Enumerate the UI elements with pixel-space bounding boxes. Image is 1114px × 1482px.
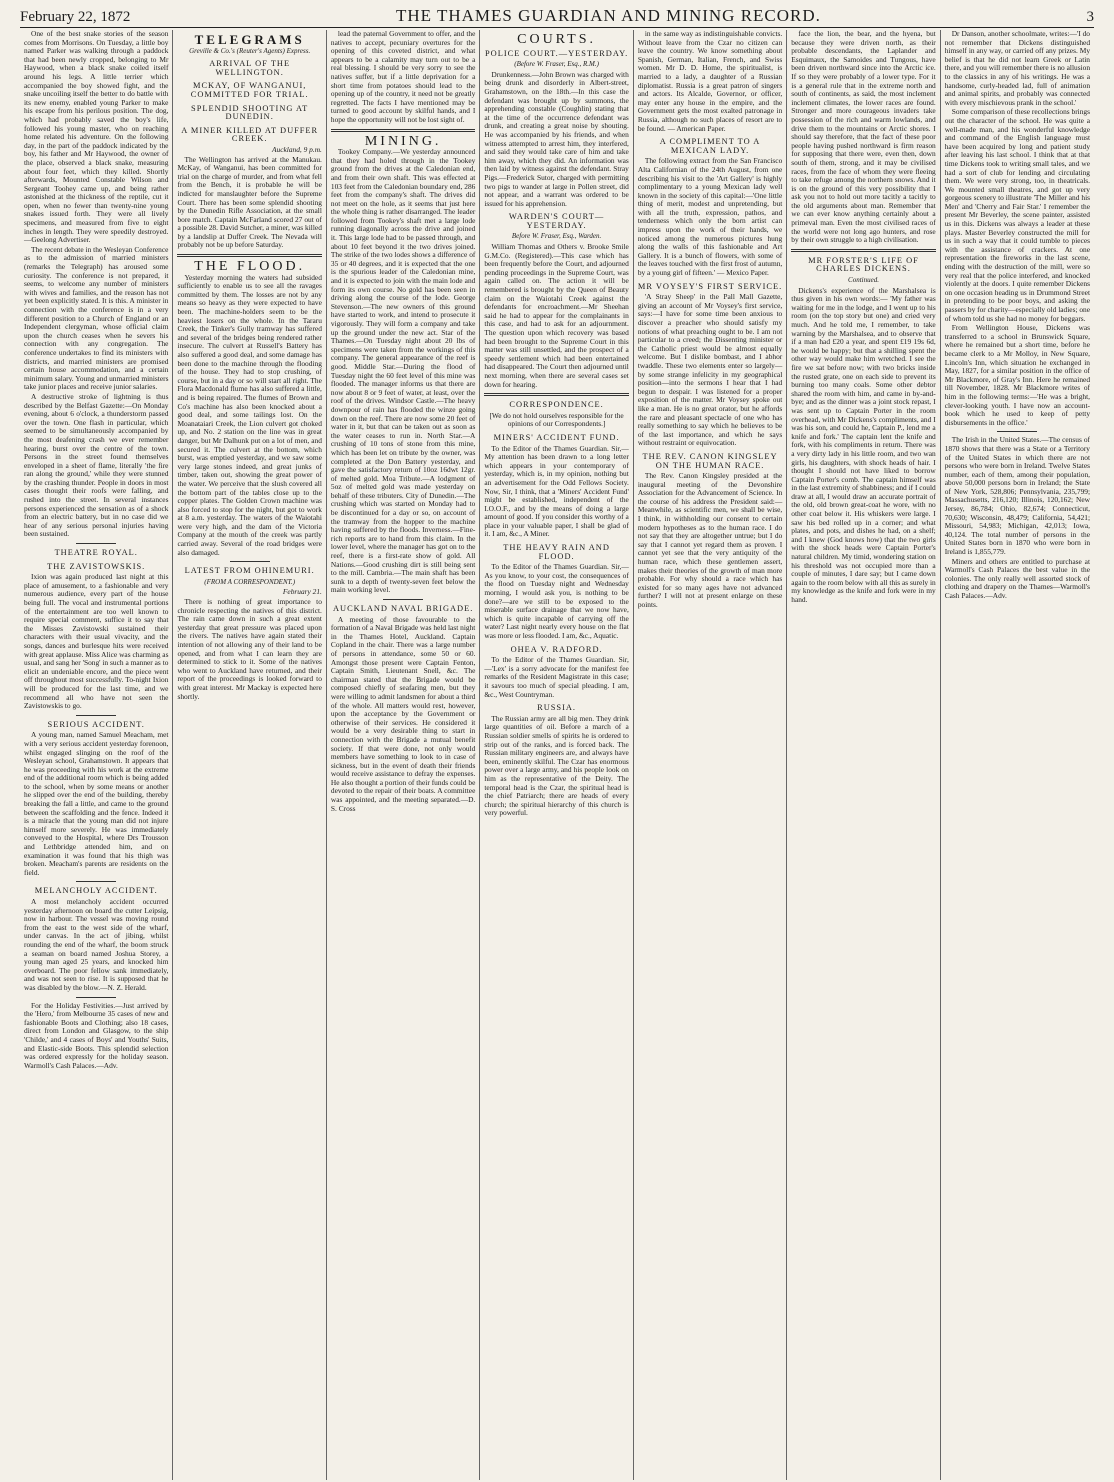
mexican-lady-article: The following extract from the San Francisco Alta Californian of the 24th August, from one describing his visit to the 'Art Gallery' is highly complimentary to a young Mexican lady well known in the society of this capital:—'One little thing of merit, modest and unpretending, but with all the truth, expression, pathos, and tenderness which only the born artist can impress upon the work of their hands, we noticed among the numerous pictures hung along the walls of this fashionable and Art Gallery. It is a bunch of flowers, with some of the leaves touched with the first frost of autumn, by a young girl of fifteen.' — Mexico Paper. bbox=[637, 156, 783, 278]
divider bbox=[997, 431, 1037, 432]
telegram-agency: Greville & Co.'s (Reuter's Agents) Express. bbox=[189, 46, 311, 55]
wardens-court-article: William Thomas and Others v. Brooke Smile G.M.Co. (Registered).—This case which has been frequently before the Court, and adjourned pending proceedings in the Supreme Court, was again called on. The action it will be remembered is brought by the Queen of Beauty claim on the Waiotahi Creek against the defendants for encroachment.—Mr Sheehan said he had to appear for the complainants in this case, and had to ask for an adjournment. The question upon which recovery was based had been brought to the Supreme Court in this matter was still unsettled, and the prospect of a speedy settlement which had been entertained had disappeared. The Court then adjourned until next morning, when there are several cases set down for hearing. bbox=[484, 242, 629, 389]
voysey-article: 'A Stray Sheep' in the Pall Mall Gazette, giving an account of Mr Voysey's first service, says:—I have for some time been anxious to discover a preacher who should satisfy my notions of what preaching ought to be. I am not particular to a creed; the Dissenting minister or the Catholic priest would be almost equally welcome. But I dislike bombast, and I abhor twaddle. These two elements enter so largely—by some strange infelicity in my geographical position—into the sermons I hear that I had begun to despair. I was listened for a proper exposition of the matter. Mr Voysey spoke out like a man. He is no great orator, but he affords the rare and pleasant spectacle of one who has really something to say which he believes to be of the last importance, and which he says without restraint or equivocation. bbox=[637, 292, 783, 448]
ohinemuri-article: There is nothing of great importance to chronicle respecting the natives of this district. The rain came down in such a great extent yesterday that great pressure was placed upon the rivers. The natives have again stated their intention of not allowing any of their land to be opened, and from what I can learn they are determined to stick to it. Some of the natives who went to Auckland have returned, and their report of the proceedings is looked forward to with great interest. Mr Mackay is expected here shortly. bbox=[177, 597, 322, 701]
police-court-subheading: (Before W. Fraser, Esq., R.M.) bbox=[514, 60, 599, 69]
holiday-advert: For the Holiday Festivities.—Just arrived by the 'Hero,' from Melbourne 35 cases of new and fashionable Boots and Clothing; also 18 cases, direct from London and Glasgow, to the ship 'Childe,' and 4 cases of Boys' and Youths' Suits, and Elastic-side Boots. This splendid selection was ordered expressly for the holiday season. Warmoll's Cash Palaces.—Adv. bbox=[24, 1000, 169, 1070]
russia-heading: RUSSIA. bbox=[537, 703, 577, 713]
telegram-body: The Wellington has arrived at the Manukau. McKay, of Wanganui, has been committed for trial on the charge of murder, and from what fell from the Bench, it is probable he will be indicted for manslaughter before the Supreme Court. There has been some splendid shooting by the Dunedin Rifle Association, at the small bore match. Captain McFarland scored 27 out of a possible 28. David Sutcher, a miner, was killed by a landslip at Duffer Creek. The Nevada will probably not be up before Saturday. bbox=[177, 154, 322, 250]
serious-accident-article: A young man, named Samuel Meacham, met with a very serious accident yesterday forenoon, whilst engaged slinging on the roof of the Wesleyan school, Grahamstown. It appears that he was proceeding with his work at the extreme end of the additional room which is being added to the school, when by some means or another he slipped over the end of the building, thereby breaking the fall a little, and came to the ground between the scaffolding and the fence. Indeed it is a miracle that the young man did not injure himself more severely. He was immediately conveyed to the Hospital, where Drs Trousson and Lethbridge attended him, and on examination it was found that his thigh was broken. Meacham's parents are residents on the field. bbox=[24, 730, 169, 877]
mexican-lady-heading: A COMPLIMENT TO A MEXICAN LADY. bbox=[659, 137, 761, 155]
double-rule bbox=[177, 254, 321, 257]
forster-subheading: Continued. bbox=[848, 276, 879, 285]
heavy-rain-heading: THE HEAVY RAIN AND FLOOD. bbox=[503, 543, 610, 561]
column-2 bbox=[173, 30, 326, 1480]
melancholy-accident-article: A most melancholy accident occurred yesterday afternoon on board the cutter Leipsig, now in harbour. The vessel was moving round from the east to the west side of the wharf, under canvas. In the act of jibing, whilst rounding the end of the wharf, the boom struck a seaman on board named Joshua Storey, a young man aged 25 years, and knocked him overboard. The poor fellow sank immediately, and was not seen to rise. It is supposed that he was disabled by the blow.—N. Z. Herald. bbox=[24, 897, 169, 992]
ohinemuri-subheading: (FROM A CORRESPONDENT.) bbox=[204, 577, 296, 586]
double-rule bbox=[331, 129, 475, 132]
forster-continued-3: From Wellington House, Dickens was transferred to a school in Brunswick Square, where he remained but a short time, before he became clerk to a Mr Molloy, in New Square, Lincoln's Inn, which situation he exchanged in May, 1827, for a similar position in the office of Mr Blackmore, of Gray's Inn. Here he remained till November, 1828. Mr Blackmore writes of him in the following terms:—'He was a bright, clever-looking youth. I have now an account-book which he used to keep of petty disbursements in the office.' bbox=[944, 323, 1091, 427]
forster-heading: MR FORSTER'S LIFE OF CHARLES DICKENS. bbox=[808, 255, 919, 274]
divider bbox=[76, 881, 116, 882]
telegrams-heading: TELEGRAMS bbox=[194, 32, 305, 47]
kingsley-continued: face the lion, the bear, and the hyena, but because they were driven north, as their probable descendants, the Laplander and Esquimaux, the Samoides and Tungous, have been driven northward since into the Arctic ice. If so they were probably of a lower type. For it is a general rule that in the extreme north and south of continents, as said, the most inclement inclement climates, the lower races are found. Stronger and more courageous invaders take possession of the rich and warm lowlands, and drive them to the mountains or Arctic shores. I should say therefore, that the fact of these poor people having pushed northward is firm reason for supposing that there were, even then, down south of them, strong, and it may be civilised races, from the face of whom they were fleeing to take refuge among the northern snows. And it is on the ground of this very possibility that I ask you not to hold out more tacitly a tacitly to the old arguments about man. Remember that we can ever know anything certainly about a primeval man. Even the most civilised races of the world were not long ago hunters, and rose by their own struggle to a high civilisation. bbox=[791, 30, 936, 245]
ohinemuri-dateline: February 21. bbox=[282, 587, 322, 597]
miners-fund-heading: MINERS' ACCIDENT FUND. bbox=[493, 432, 620, 442]
column-6 bbox=[787, 30, 940, 1480]
column-7 bbox=[941, 30, 1094, 1480]
divider bbox=[76, 715, 116, 716]
melancholy-accident-heading: MELANCHOLY ACCIDENT. bbox=[34, 886, 158, 896]
snake-story: One of the best snake stories of the season comes from Morrisons. On Tuesday, a little boy named Parker was walking through a paddock that had been newly cropped, belonging to Mr Haywood, when a black snake coiled itself around his legs. A little terrier which accompanied the boy showed fight, and the snake uncoiling itself the better to do battle with its new enemy, enabled young Parker to make his escape from his perilous position. The dog, which had probably saved the boy's life, followed his young master, who on reaching home related his adventure. On the following day, in the part of the paddock indicated by the boy, his father and Mr Haywood, the owner of the place, observed a black snake, measuring about four feet, which they killed. Shortly afterwards, Mounted Constable Wilson and Sergeant Toohey came up, and being rather astonished at the thickness of the reptile, cut it open, when no fewer than twenty-nine young snakes issued forth. They were all lively specimens, and measured from five to eight inches in length. They were speedily destroyed.—Geelong Advertiser. bbox=[24, 30, 169, 245]
zavistowskis-heading: THE ZAVISTOWSKIS. bbox=[47, 561, 146, 571]
double-rule bbox=[484, 393, 628, 396]
irish-census-article: The Irish in the United States.—The census of 1870 shows that there was a State or a Territory of the United States in which there are not persons who were born in Ireland. Twelve States number, each of them, among their population, above 50,000 persons born in Ireland; the State of New York, 528,806; Pennsylvania, 235,799; Massachusetts, 216,120; Illinois, 120,162; New Jersey, 86,784; Ohio, 82,674; Connecticut, 70,630; Wisconsin, 48,479; California, 54,421; Missouri, 54,983; Michigan, 42,013; Iowa, 40,124. The total number of persons in the United States born in 1870 who were born in Ireland is 1,855,779. bbox=[944, 435, 1091, 557]
divider bbox=[76, 997, 116, 998]
russia-article: The Russian army are all big men. They drink large quantities of oil. Before a march of a Russian soldier smells of spirits he is ordered to strip out of the ranks, and is forced back. The Russian military engineers are, and always have been, eminently skilful. The Czar has enormous power over a large army, and his people look on him as the representative of the Deity. The temporal head is the Czar, the spiritual head is the chief Patriarch; there are heads of every church; the spiritual hierarchy of this church is very powerful. bbox=[484, 713, 629, 818]
serious-accident-heading: SERIOUS ACCIDENT. bbox=[47, 719, 145, 729]
telegram-dateline: Auckland, 9 p.m. bbox=[272, 144, 322, 154]
correspondence-note: [We do not hold ourselves responsible for the opinions of our Correspondents.] bbox=[489, 410, 624, 429]
naval-brigade-heading: AUCKLAND NAVAL BRIGADE. bbox=[332, 604, 474, 613]
courts-heading: COURTS. bbox=[517, 32, 597, 47]
theatre-heading: THEATRE ROYAL. bbox=[54, 548, 138, 558]
ohinemuri-heading: LATEST FROM OHINEMURI. bbox=[184, 566, 315, 576]
flood-article: Yesterday morning the waters had subsided sufficiently to enable us to see all the ravages committed by them. The losses are not by any means so heavy as they were expected to have been. The machine-holders seem to be the heaviest losers on the whole. In the Tararu Creek, the Tinker's Gully tramway has suffered and several of the bridges being rendered rather insecure. The culvert at Russell's Battery has also suffered a good deal, and some damage has been done to the machine through the flooding of the house. They had to stop crushing, of course, but in a day or so will start all right. The Flora Macdonald flume has also suffered a little, and is being repaired. The flumes of Brown and Co's machine has also been knocked about a good deal, and some tailings lost. On the Moanataiari Creek, the Lion culvert got choked up, and No. 2 station on the line was in great danger, but Mr Dalhunk put on a lot of men, and secured it. The culvert at the bottom, which burst, was emptied yesterday, and we saw some very large stones indeed, and great junks of timber, taken out, showing the great power of the water. We perceive that the slush covered all the bottom part of the tables close up to the copper plates. The Golden Crown machine was also forced to stop for the night, but got to work at 8 a.m. yesterday. The waters of the Waiotahi were very high, and the dam of the Victoria Company at the mouth of the creek was partly carried away. Several of the road bridges were also damaged. bbox=[177, 272, 322, 557]
column-3 bbox=[327, 30, 480, 1480]
columns bbox=[20, 30, 1094, 1480]
miners-fund-letter: To the Editor of the Thames Guardian. Sir,—My attention has been drawn to a long letter which appears in your contemporary of yesterday, which is, in my opinion, nothing but an advertisement for the Odd Fellows Society. Now, Sir, I think, that a 'Miners' Accident Fund' might be established, independent of the I.O.O.F., and by the means of doing a large amount of good. If you consider this worthy of a place in your valuable paper, I shall be glad of it. I am, &c., A Miner. bbox=[484, 443, 629, 539]
flood-heading: THE FLOOD. bbox=[194, 259, 306, 275]
divider bbox=[383, 599, 423, 600]
wardens-court-subheading: Before W. Fraser, Esq., Warden. bbox=[511, 232, 602, 241]
naval-brigade-article: A meeting of those favourable to the formation of a Naval Brigade was held last night in the Thames Hotel, Auckland. Captain Copland in the chair. There was a large number of persons in attendance, some 50 or 60. Amongst those present were Captain Fenton, Captain Smith, Lieutenant Snell, &c. The chairman stated that the Brigade would be composed chiefly of seafaring men, but they were willing to admit landsmen for about a third of the whole. All matters would rest, however, upon the acceptance by the Government or otherwise of their services. He considered it would be a very desirable thing to start in connection with the Brigade a mutual benefit society. If that were done, not only would members have something to look to in case of sickness, but in the event of death their friends would receive assistance to defray the expenses. He also thought a portion of their funds could be devoted to the repair of their boats. A committee was appointed, and the meeting separated.—D. S. Cross bbox=[330, 614, 476, 813]
heavy-rain-letter: To the Editor of the Thames Guardian. Sir,—As you know, to your cost, the consequences of the flood on Tuesday night and Wednesday morning, I would ask you, is nothing to be done?—are we still to be exposed to the miserable surface drainage that we now have, which is quite incapable of carrying off the water? Last night nearly every house on the flat was more or less flooded. I am, &c., Aquatic. bbox=[484, 562, 629, 640]
newspaper-title: THE THAMES GUARDIAN AND MINING RECORD. bbox=[395, 6, 821, 25]
wellington-heading: ARRIVAL OF THE WELLINGTON. bbox=[209, 59, 291, 77]
wesleyan-story: The recent debate in the Wesleyan Conference as to the admission of married ministers (remarks the Telegraph) has aroused some curiosity. The conference is not prepared, it seems, to welcome any number of ministers with wives and families, and the reason has not yet been explicitly stated. It is this. A minister in connection with the conference is in a very different position to a Church of England or an Independent clergyman, whose official claim upon the church ceases when he severs his connection with any congregation. The conference undertakes to find its ministers with districts, and married ministers are promised certain house accommodation, and a certain minimum salary. Young and unmarried ministers take junior places and receive junior salaries. bbox=[24, 244, 169, 392]
divider bbox=[76, 543, 116, 544]
kingsley-article: The Rev. Canon Kingsley presided at the inaugural meeting of the Devonshire Association for the Advancement of Science. In the course of his address the President said:—Meanwhile, as scientific men, we shall be wise, I think, in withholding our consent to certain modern hypotheses as to the human race. I do not say that they are altogether untrue; but I do say that I cannot yet regard them as proven. I cannot yet see that the very antiquity of the human race, which these gentlemen assert, makes their theories of the growth of man more probable. For why should a race which has existed for so many ages have not advanced further? I will not at present enlarge on these points. bbox=[637, 471, 783, 609]
divider bbox=[230, 561, 270, 562]
russia-continued: in the same way as indistinguishable convicts. Without leave from the Czar no citizen can leave the country. We know something about Spanish, German, Italian, French, and Swiss women. Mr D. D. Home, the spiritualist, is married to a lady, a daughter of a Russian diplomatist. Russia is a great patron of singers and actors. Its Alcalde, Governor, or officer, may enter any house in the empire, and the Government gets the most exalted patronage in Russia, although no such places of resort are to be found. — American Paper. bbox=[637, 30, 783, 133]
miner-killed-heading: A MINER KILLED AT DUFFER CREEK. bbox=[181, 125, 319, 144]
ohea-radford-heading: OHEA V. RADFORD. bbox=[510, 644, 603, 654]
column-1 bbox=[20, 30, 173, 1480]
ohea-radford-letter: To the Editor of the Thames Guardian. Sir,—'Lex' is a sorry advocate for the manifest fee remarks of the Resident Magistrate in this case; it savours too much of special pleading. I am, &c., West Countryman. bbox=[484, 655, 629, 699]
column-4 bbox=[480, 30, 633, 1480]
page-number: 3 bbox=[1086, 9, 1094, 25]
issue-date: February 22, 1872 bbox=[20, 9, 131, 25]
police-court-article: Drunkenness.—John Brown was charged with being drunk and disorderly in Albert-street, Grahamstown, on the 18th.—In this case the defendant was brought up by summons, the apprehending constable (Coughlin) stating that at the time of the occurrence defendant was drunk, and creating a great noise by shouting. He was accompanied by his friends, and when witness attempted to arrest him, they interfered, and said they would take care of him and take him away, which they did. An information was then laid by witness against the defendant. Stray Pigs.—Frederick Sutor, charged with permitting two pigs to wander at large in Pollen street, did not appear, and a warrant was ordered to be issued for his apprehension. bbox=[484, 69, 629, 208]
kingsley-heading: THE REV. CANON KINGSLEY ON THE HUMAN RACE. bbox=[642, 451, 778, 470]
forster-continued-2: Some comparison of these recollections brings out the character of the school. He was quite a well-made man, and his wonderful knowledge and command of the English language must have been acquired by long and patient study after leaving his last school. I think that at that time Dickens took to writing small tales, and we had a sort of club for lending and circulating them. We were very strong, too, in theatricals. We mounted small theatres, and got up very gorgeous scenery to illustrate 'The Miller and his Men' and 'Cherry and Fair Star.' I remember the present Mr Beverley, the scene painter, assisted us in this. Dickens was always a leader at these plays. Master Beverley constructed the mill for us in such a way that it could tumble to pieces with the assistance of crackers. At one representation the fireworks in the last scene, ending with the destruction of the mill, were so very real that the police interfered, and knocked violently at the doors. I quite remember Dickens on one occasion heading us in Drummond Street in pretending to be poor boys, and asking the passers by for charity—especially old ladies; one of whom told us she had no money for beggars. bbox=[944, 107, 1091, 323]
shooting-heading: SPLENDID SHOOTING AT DUNEDIN. bbox=[191, 103, 309, 122]
double-rule bbox=[791, 249, 935, 252]
theatre-article: Ixion was again produced last night at this place of amusement, to a fashionable and very numerous audience, every part of the house being full. The vocal and instrumental portions of the entertainment are too well known to require special comment, suffice it to say that the Misses Zavistowski sustained their characters with their usual vivacity, and the songs, dances and burlesque hits were received with great applause. Miss Alice was charming as usual, and sang her 'Song' in such a manner as to elicit an undeniable encore, and the piece went off throughout most successfully. To-night Ixion will be produced for the last time, and we recommend all who have not seen the Zavistowskis to go. bbox=[24, 572, 169, 711]
forster-continued: Dr Danson, another schoolmate, writes:—'I do not remember that Dickens distinguished himself in any way, or carried off any prizes. My belief is that he did not learn Greek or Latin there, and you will remember there is no allusion to the classics in any of his writings. He was a handsome, curly-headed lad, full of animation and animal spirits, and probably was connected with every mischievous prank in the school.' bbox=[944, 30, 1091, 107]
lightning-story: A destructive stroke of lightning is thus described by the Belfast Gazette:—On Monday evening, about 6 o'clock, a thunderstorm passed over the town. One flash in particular, which seemed to be simultaneously accompanied by the most deafening crash we ever remember hearing, burst over the centre of the town. Persons in the street found themselves enveloped in a sheet of flame, literally 'the fire ran along the ground,' while they were stunned by the crashing thunder. People in doors in most cases thought their roofs were falling, and rushed into the street. In several instances persons experienced the sensation as of a shock from an electric battery, but in no case did we hear of any serious personal injuries having been sustained. bbox=[24, 391, 169, 539]
mining-article: Tookey Company.—We yesterday announced that they had holed through in the Tookey ground from the drives at the Caledonian end, and from their own shaft. This was effected at 103 feet from the Caledonian boundary end, 286 feet from the company's shaft. The drives did not meet on the hole, as it seems that just here the whole thing is rather disarranged. The leader followed from Tookey's shaft met a large lode running diagonally across the drive and joined it. This large lode had to be passed through, and about 10 feet beyond it the two drives joined. The strike of the two lodes shows a difference of 35 or 40 degrees, and it is expected that the one is the spurious leader of the Caledonian mine, and it is expected to join with the main lode and form its own course. No gold has been seen in driving along the course of the lode. George Stevenson.—The new owners of this ground have started to work, and intend to prosecute it vigorously. They will form a company and take up the ground under the new act. Star of the Thames.—On Tuesday night about 20 lbs of specimens were taken from the workings of this company. The general appearance of the reef is good. Middle Star.—During the flood of Tuesday night the 60 feet level of this mine was flooded. The manager informs us that there are now about 8 or 9 feet of water, at least, over the roof of the drives. Windsor Castle.—The heavy downpour of rain has flooded the winze going down on the reef. There are now some 20 feet of water in it, but that can be taken out as soon as the water ceases to run in. North Star.—A crushing of 10 tons of stone from this mine, which has been let on tribute by the owner, was completed at the Don Battery yesterday, and gave the satisfactory return of 10oz 16dwt 12gr. of melted gold. Moa Tribute.—A lodgment of 5oz of melted gold was made yesterday on behalf of these tributers. City of Dunedin.—The crushing which was started on Monday had to be discontinued for a day or so, on account of the tramway from the hopper to the machine having suffered by the floods. Inverness.—Fine-rich reports are to hand from this claim. In the lower level, where the manager has got on to the reef, there is a first-rate show of gold. All Nations.—Good crushing dirt is still being sent to the mill. Cambria.—The main shaft has been sunk to a depth of twenty-seven feet below the main working level. bbox=[330, 147, 476, 595]
warmoll-advert: Miners and others are entitled to purchase at Warmoll's Cash Palaces the best value in the colonies. The only really well assorted stock of clothing and drapery on the Thames—Warmoll's Cash Palaces.—Adv. bbox=[944, 556, 1091, 600]
forster-article: Dickens's experience of the Marshalsea is thus given in his own words:— 'My father was waiting for me in the lodge, and I went up to his room (on the top story but one) and cried very much. And he told me, I remember, to take warning by the Marshalsea, and to observe that if a man had £20 a year, and spent £19 19s 6d, he would be happy; but that a shilling spent the other way would make him wretched. I see the fire we sat before now; with two bricks inside the rusted grate, one on each side to prevent its burning too many coals. Some other debtor shared the room with him, and came in by-and-bye; and as the dinner was a joint stock repast, I was sent up to Captain Porter in the room overhead, with Mr Dickens's compliments, and I was his son, and could he, Captain P., lend me a knife and fork.' The captain lent the knife and fork, with his compliments in return. There was a very dirty lady in his little room, and two wan girls, his daughters, with shock heads of hair. I thought I should not have liked to borrow Captain Porter's comb. The captain himself was in the last extremity of shabbiness; and if I could draw at all, I would draw an accurate portrait of the old, old brown great-coat he wore, with no other coat below it. His whiskers were large. I saw his bed rolled up in a corner; and what plates, and pots, and dishes he had, on a shelf; and I knew (God knows how) that the two girls with the shock heads were Captain Porter's natural children. My timid, wondering station on his threshold was not occupied more than a couple of minutes, I dare say; but I came down again to the room below with all this as surely in my knowledge as the knife and fork were in my hand. bbox=[791, 285, 936, 604]
ohinemuri-continued: lead the paternal Government to offer, and the natives to accept, pecuniary overtures for the opening of this coveted district, and what appears to be a calamity may turn out to be a real blessing. I should be very sorry to see the natives suffer, but if a little deprivation for a short time from potatoes should lead to the opening up of the country, it need not be greatly regretted. The facts I have mentioned may be turned to good account by skilful hands, and I hope the opportunity will not be lost sight of. bbox=[330, 30, 476, 124]
column-5 bbox=[634, 30, 787, 1480]
police-court-heading: POLICE COURT.—YESTERDAY. bbox=[485, 48, 629, 58]
correspondence-heading: CORRESPONDENCE. bbox=[509, 400, 604, 410]
voysey-heading: MR VOYSEY'S FIRST SERVICE. bbox=[637, 281, 783, 291]
mining-heading: MINING. bbox=[364, 133, 442, 149]
wardens-court-heading: WARDEN'S COURT—YESTERDAY. bbox=[508, 212, 605, 230]
masthead bbox=[20, 6, 1094, 28]
mckay-heading: MCKAY, OF WANGANUI, COMMITTED FOR TRIAL. bbox=[190, 81, 309, 99]
